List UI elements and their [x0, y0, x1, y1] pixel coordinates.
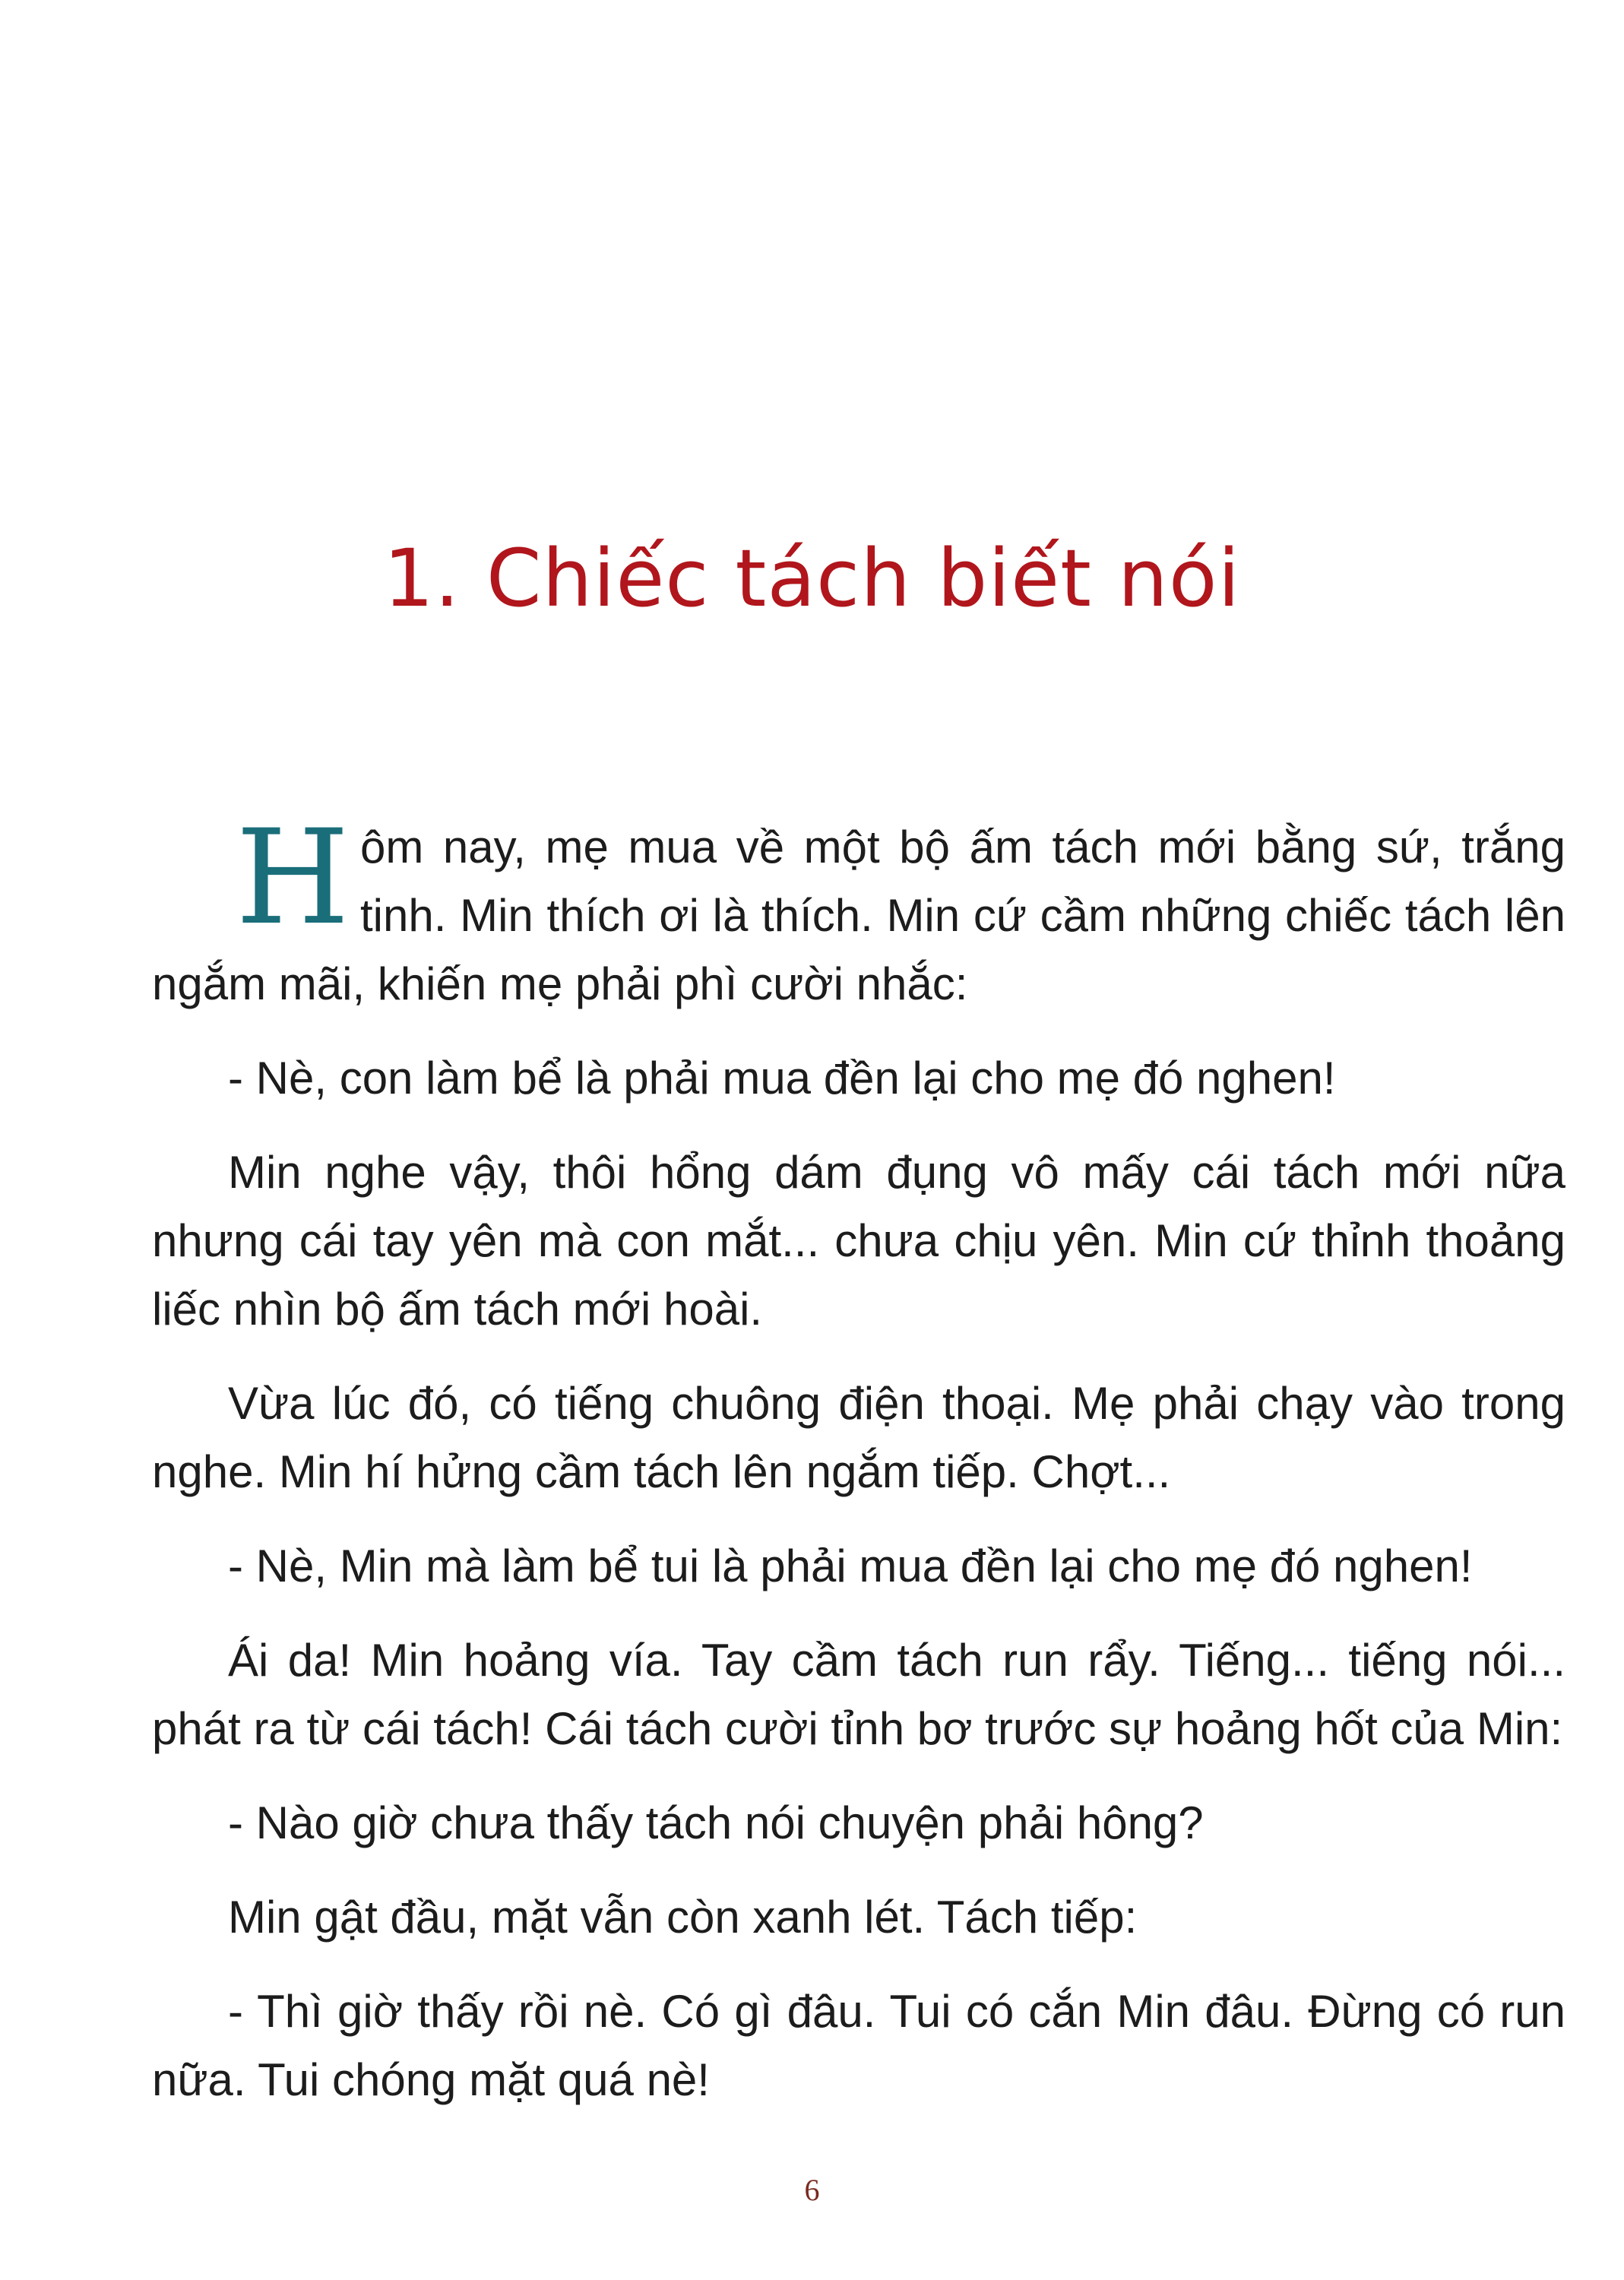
paragraph-1 — [152, 801, 1565, 1018]
paragraph-6: Ái da! Min hoảng vía. Tay cầm tách run rẩy. Tiếng... tiếng nói... phát ra từ cái tách! Cái tách cười tỉnh bơ trước sự hoảng hốt của Min: — [152, 1635, 1565, 1754]
paragraph-4: Vừa lúc đó, có tiếng chuông điện thoại. Mẹ phải chạy vào trong nghe. Min hí hửng cầm tách lên ngắm tiếp. Chợt... — [152, 1378, 1565, 1497]
paragraph-3: Min nghe vậy, thôi hổng dám đụng vô mấy cái tách mới nữa nhưng cái tay yên mà con mắt... chưa chịu yên. Min cứ thỉnh thoảng liếc nhìn bộ ấm tách mới hoài. — [152, 1147, 1565, 1335]
drop-cap: H — [236, 801, 350, 954]
paragraph-2: - Nè, con làm bể là phải mua đền lại cho mẹ đó nghen! — [228, 1053, 1336, 1104]
chapter-title: 1. Chiếc tách biết nói — [383, 532, 1241, 625]
paragraph-9: - Thì giờ thấy rồi nè. Có gì đâu. Tui có cắn Min đâu. Đừng có run nữa. Tui chóng mặt quá nè! — [152, 1986, 1565, 2105]
story-body — [152, 801, 1565, 2140]
paragraph-5: - Nè, Min mà làm bể tui là phải mua đền lại cho mẹ đó nghen! — [228, 1541, 1473, 1591]
paragraph-8: Min gật đầu, mặt vẫn còn xanh lét. Tách tiếp: — [228, 1892, 1138, 1943]
paragraph-1-text: ôm nay, mẹ mua về một bộ ấm tách mới bằng sứ, trắng tinh. Min thích ơi là thích. Min cứ cầm những chiếc tách lên ngắm mãi, khiến mẹ phải phì cười nhắc: — [152, 822, 1565, 1009]
paragraph-7: - Nào giờ chưa thấy tách nói chuyện phải hông? — [228, 1797, 1204, 1848]
page-number: 6 — [804, 2173, 820, 2207]
